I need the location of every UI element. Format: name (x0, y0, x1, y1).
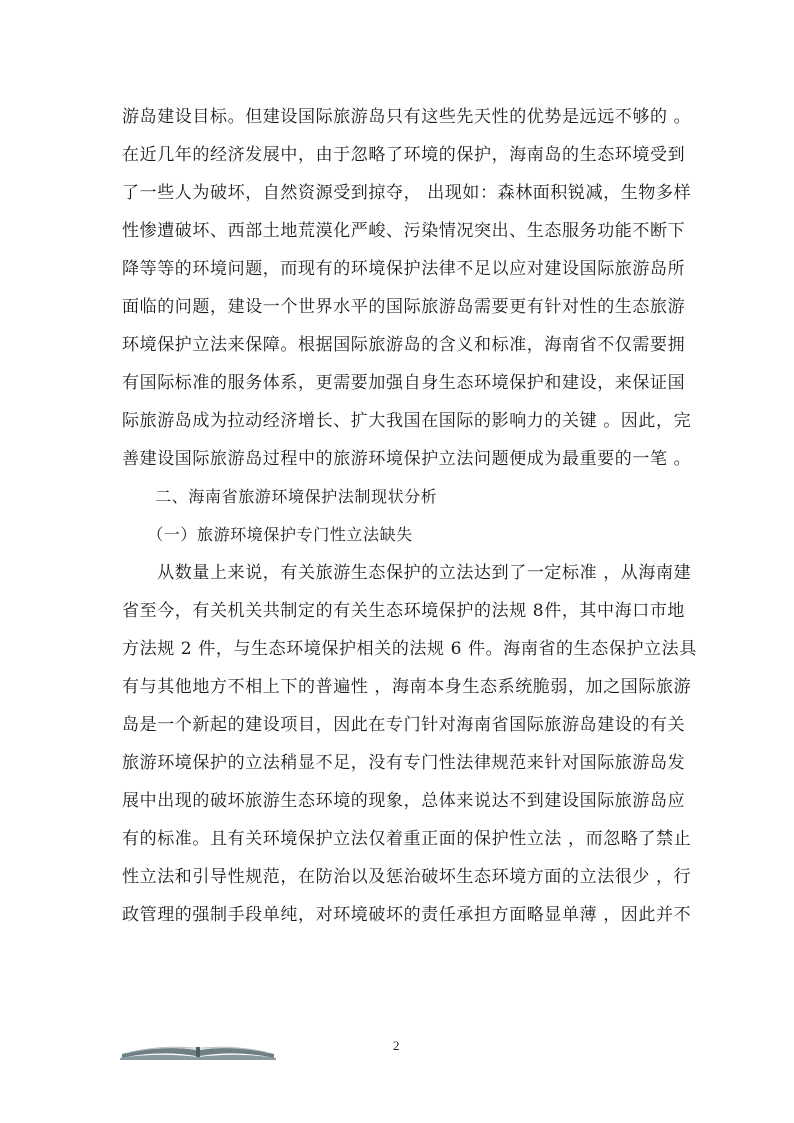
open-book-icon (118, 1036, 278, 1060)
paragraph-line: 了一些人为破坏，自然资源受到掠夺， 出现如：森林面积锐减，生物多样 (122, 183, 692, 203)
paragraph-line: 有与其他地方不相上下的普遍性 ，海南本身生态系统脆弱，加之国际旅游 (122, 677, 692, 697)
paragraph-line: 降等等的环境问题，而现有的环境保护法律不足以应对建设国际旅游岛所 (122, 259, 686, 279)
paragraph-line: 游岛建设目标。但建设国际旅游岛只有这些先天性的优势是远远不够的 。 (122, 107, 692, 127)
paragraph-line: 方法规 2 件，与生态环境保护相关的法规 6 件。海南省的生态保护立法具 (122, 639, 697, 659)
paragraph-line: 面临的问题，建设一个世界水平的国际旅游岛需要更有针对性的生态旅游 (122, 297, 686, 317)
paragraph-line: 省至今，有关机关共制定的有关生态环境保护的法规 8件，其中海口市地 (122, 601, 686, 621)
paragraph-line: 政管理的强制手段单纯，对环境破坏的责任承担方面略显单薄 ，因此并不 (122, 905, 692, 925)
page-number: 2 (393, 1038, 400, 1053)
paragraph-line: 从数量上来说，有关旅游生态保护的立法达到了一定标准 ，从海南建 (122, 563, 692, 583)
paragraph-line: 展中出现的破坏旅游生态环境的现象，总体来说达不到建设国际旅游岛应 (122, 791, 686, 811)
section-heading: 二、海南省旅游环境保护法制现状分析 (122, 487, 438, 506)
paragraph-line: 有国际标准的服务体系，更需要加强自身生态环境保护和建设，来保证国 (122, 373, 686, 393)
paragraph-line: 旅游环境保护的立法稍显不足，没有专门性法律规范来针对国际旅游岛发 (122, 753, 686, 773)
paragraph-line: 性惨遭破坏、西部土地荒漠化严峻、污染情况突出、生态服务功能不断下 (122, 221, 686, 241)
paragraph-line: 在近几年的经济发展中，由于忽略了环境的保护，海南岛的生态环境受到 (122, 145, 686, 165)
paragraph-line: 环境保护立法来保障。根据国际旅游岛的含义和标准，海南省不仅需要拥 (122, 335, 686, 355)
paragraph-line: 性立法和引导性规范，在防治以及惩治破坏生态环境方面的立法很少 ，行 (122, 867, 692, 887)
paragraph-line: 岛是一个新起的建设项目，因此在专门针对海南省国际旅游岛建设的有关 (122, 715, 686, 735)
paragraph-line: 有的标准。且有关环境保护立法仅着重正面的保护性立法 ，而忽略了禁止 (122, 829, 692, 849)
paragraph-line: 际旅游岛成为拉动经济增长、扩大我国在国际的影响力的关键 。因此，完 (122, 411, 692, 431)
subsection-heading: （一）旅游环境保护专门性立法缺失 (122, 525, 413, 544)
paragraph-line: 善建设国际旅游岛过程中的旅游环境保护立法问题便成为最重要的一笔 。 (122, 449, 692, 469)
